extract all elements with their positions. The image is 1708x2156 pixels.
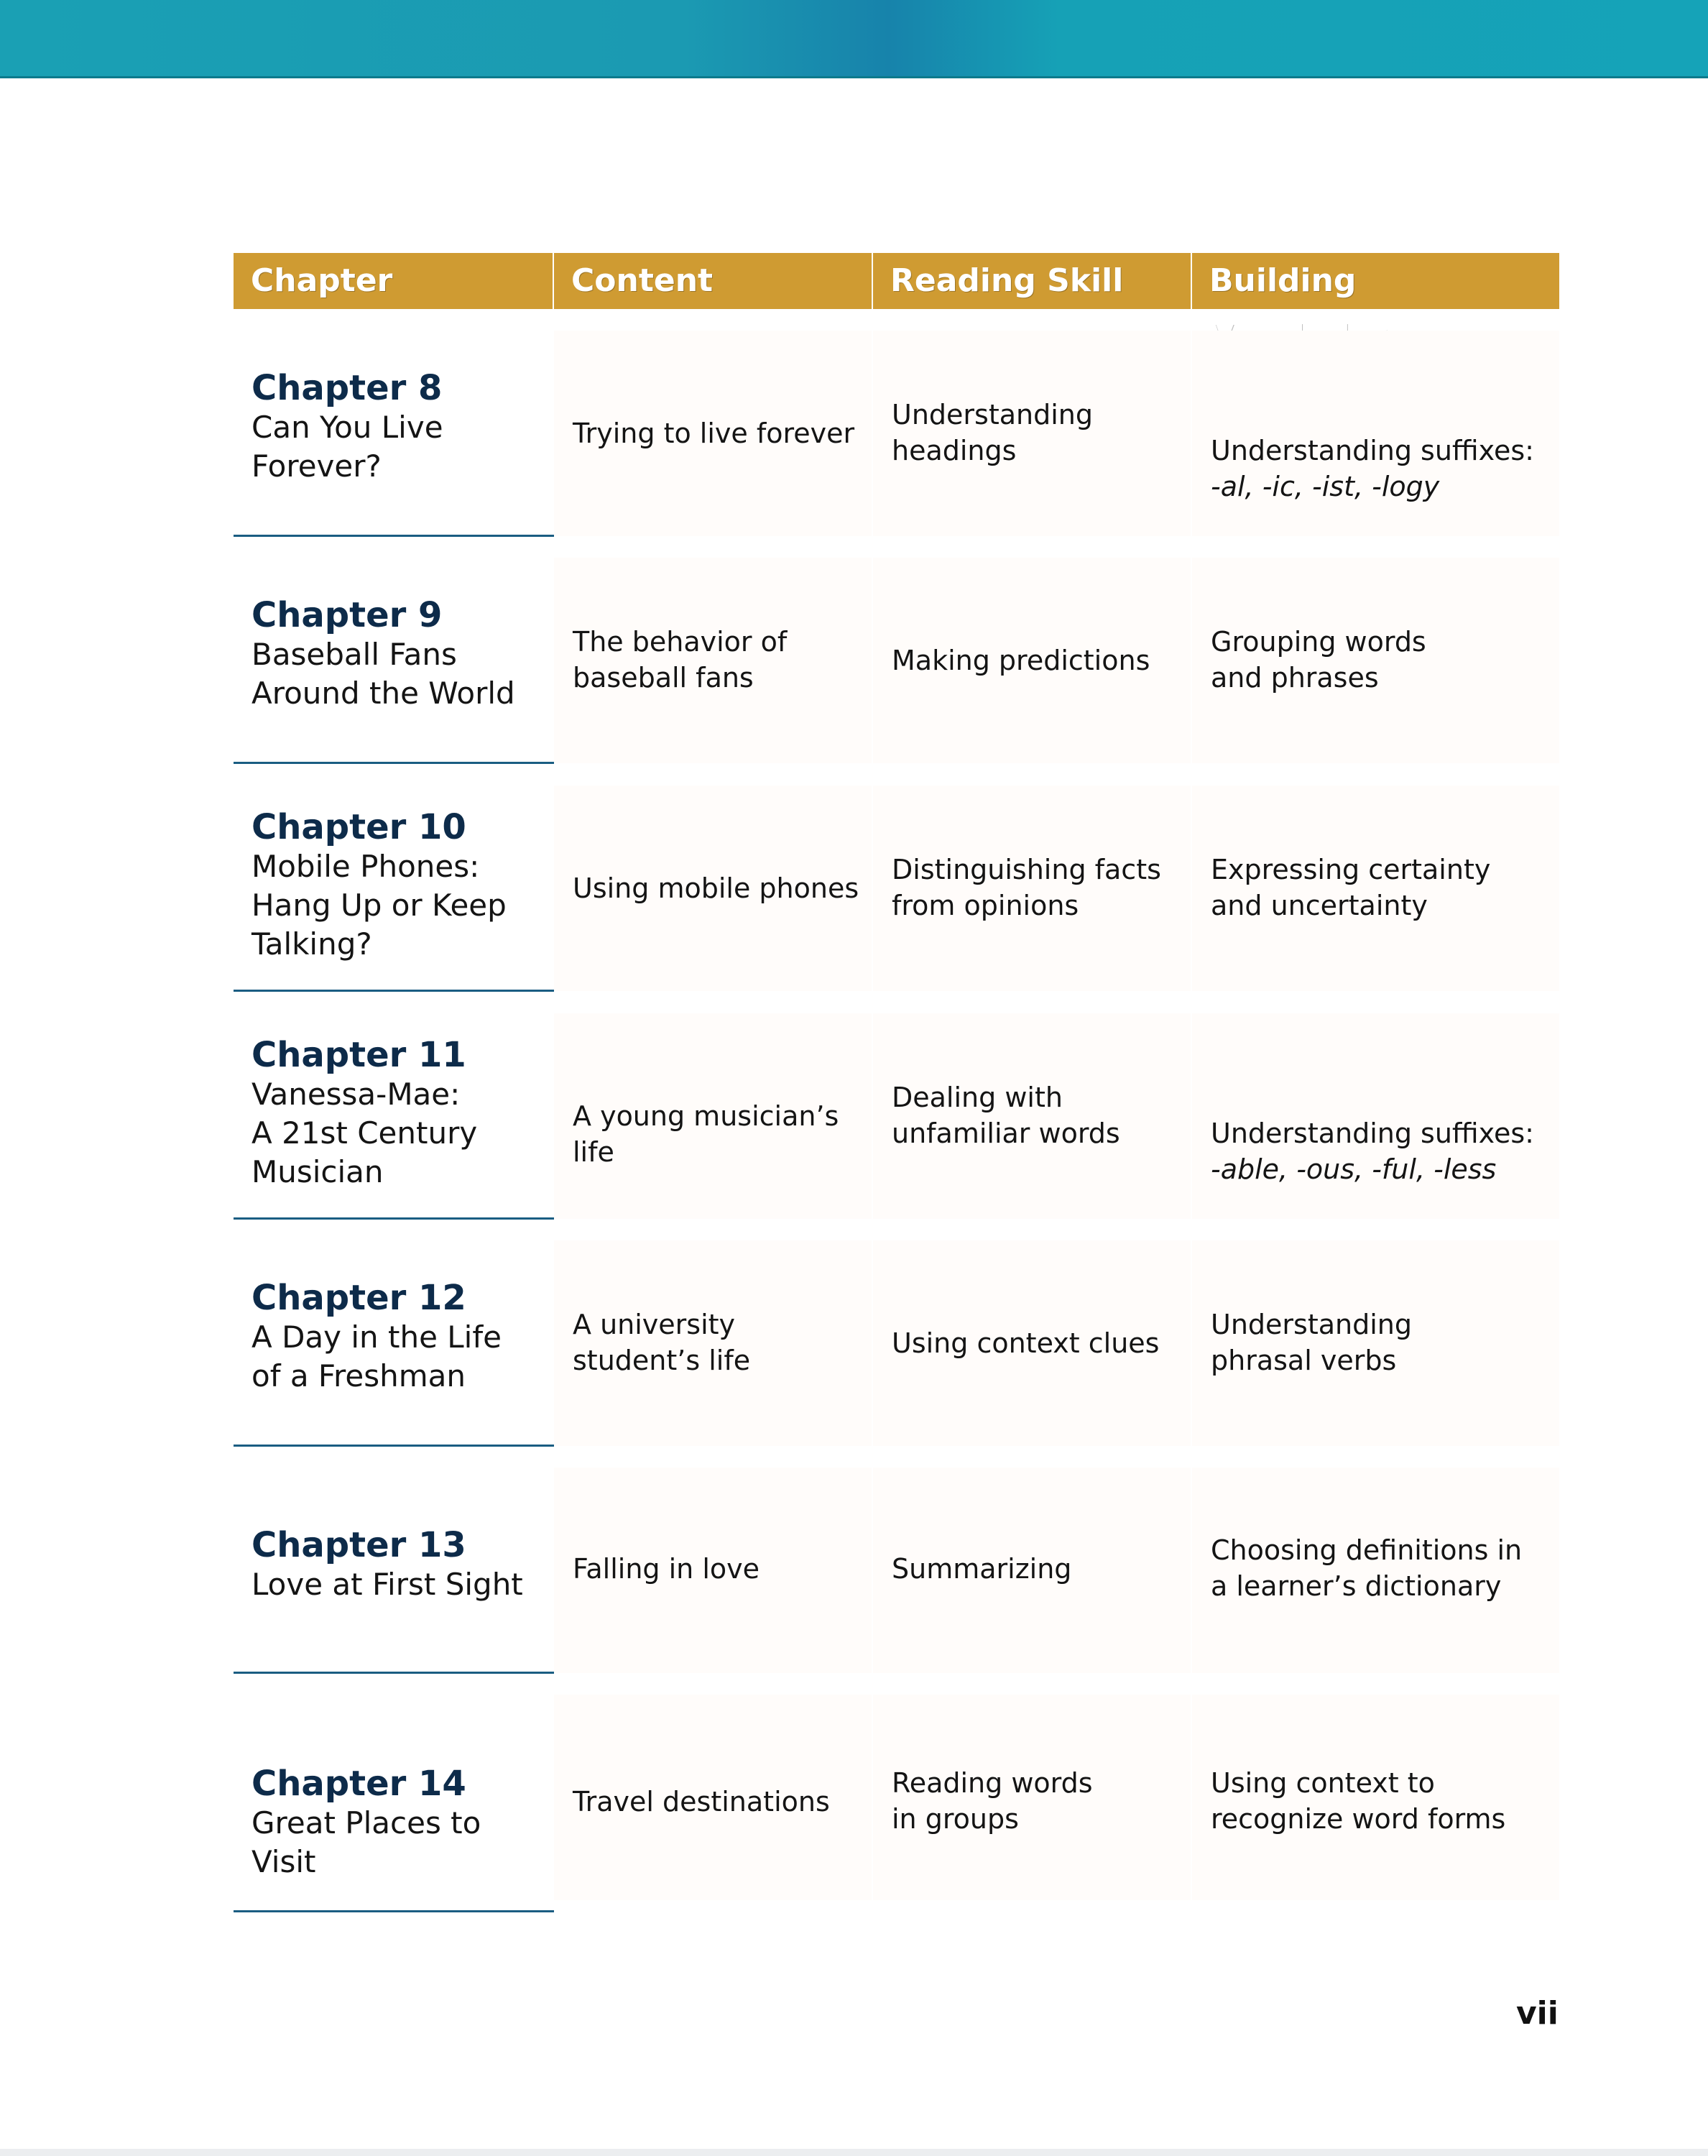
reading-skill-text: Understanding headings xyxy=(892,399,1093,466)
table-row xyxy=(234,786,1559,991)
chapter-divider xyxy=(234,990,554,992)
vocabulary-text: Choosing definitions in a learner’s dictionary xyxy=(1211,1534,1523,1602)
chapter-cell xyxy=(251,1764,553,1881)
chapter-cell xyxy=(251,1278,553,1396)
vocabulary-text: Understanding phrasal verbs xyxy=(1211,1309,1412,1376)
vocabulary-label: Understanding suffixes: xyxy=(1211,1118,1534,1149)
vocabulary-text: Using context to recognize word forms xyxy=(1211,1767,1506,1835)
vocabulary-text xyxy=(1211,1079,1556,1223)
chapter-cell xyxy=(251,595,553,713)
table-row xyxy=(234,1695,1559,1900)
chapter-divider xyxy=(234,1445,554,1447)
table-row xyxy=(234,331,1559,536)
vocabulary-suffixes: -al, -ic, -ist, -logy xyxy=(1211,471,1440,502)
chapter-number: Chapter 13 xyxy=(251,1525,466,1565)
chapter-title: Love at First Sight xyxy=(251,1567,523,1602)
content-text: The behavior of baseball fans xyxy=(573,626,788,694)
chapter-divider xyxy=(234,1672,554,1674)
chapter-divider xyxy=(234,1910,554,1912)
chapter-cell xyxy=(251,368,553,486)
chapter-number: Chapter 14 xyxy=(251,1764,466,1804)
chapter-title: Baseball Fans Around the World xyxy=(251,637,515,711)
table-row xyxy=(234,1468,1559,1673)
table-row xyxy=(234,1240,1559,1446)
chapter-title: Can You Live Forever? xyxy=(251,410,443,484)
table-row xyxy=(234,1013,1559,1219)
table-header-row xyxy=(234,253,1559,309)
vocabulary-label: Understanding suffixes: xyxy=(1211,435,1534,466)
chapter-number: Chapter 8 xyxy=(251,368,443,408)
header-building-vocabulary: Building xyxy=(1192,253,1559,309)
content-text: Using mobile phones xyxy=(573,872,859,904)
content-text: A university student’s life xyxy=(573,1309,751,1376)
chapter-divider xyxy=(234,762,554,764)
chapter-number: Chapter 10 xyxy=(251,807,466,847)
reading-skill-text: Dealing with unfamiliar words xyxy=(892,1082,1120,1149)
vocabulary-text: Expressing certainty and uncertainty xyxy=(1211,854,1491,921)
chapter-cell xyxy=(251,1525,553,1604)
reading-skill-text: Summarizing xyxy=(892,1553,1072,1585)
content-text: Trying to live forever xyxy=(573,418,855,449)
content-text: Falling in love xyxy=(573,1553,760,1585)
page-number: vii xyxy=(1516,1995,1559,2032)
chapter-cell xyxy=(251,1035,553,1192)
reading-skill-text: Using context clues xyxy=(892,1327,1160,1359)
top-color-band xyxy=(0,0,1708,78)
header-reading-skill: Reading Skill xyxy=(873,253,1191,309)
chapter-divider xyxy=(234,1217,554,1220)
chapter-title: Great Places to Visit xyxy=(251,1805,481,1879)
vocabulary-suffixes: -able, -ous, -ful, -less xyxy=(1211,1153,1497,1185)
header-content: Content xyxy=(554,253,872,309)
header-chapter: Chapter xyxy=(234,253,553,309)
chapter-cell xyxy=(251,807,553,964)
vocabulary-text: Grouping words and phrases xyxy=(1211,626,1426,694)
chapter-title: Mobile Phones: Hang Up or Keep Talking? xyxy=(251,849,507,962)
chapter-title: Vanessa-Mae: A 21st Century Musician xyxy=(251,1077,478,1189)
reading-skill-text: Distinguishing facts from opinions xyxy=(892,854,1161,921)
chapter-number: Chapter 9 xyxy=(251,595,443,635)
chapter-divider xyxy=(234,535,554,537)
page-bottom-edge xyxy=(0,2149,1708,2156)
vocabulary-text xyxy=(1211,397,1556,540)
chapter-number: Chapter 11 xyxy=(251,1035,466,1075)
chapter-title: A Day in the Life of a Freshman xyxy=(251,1319,502,1393)
chapter-number: Chapter 12 xyxy=(251,1278,466,1318)
table-row xyxy=(234,558,1559,763)
reading-skill-text: Reading words in groups xyxy=(892,1767,1093,1835)
content-text: Travel destinations xyxy=(573,1786,830,1818)
content-text: A young musician’s life xyxy=(573,1100,839,1168)
reading-skill-text: Making predictions xyxy=(892,645,1150,676)
